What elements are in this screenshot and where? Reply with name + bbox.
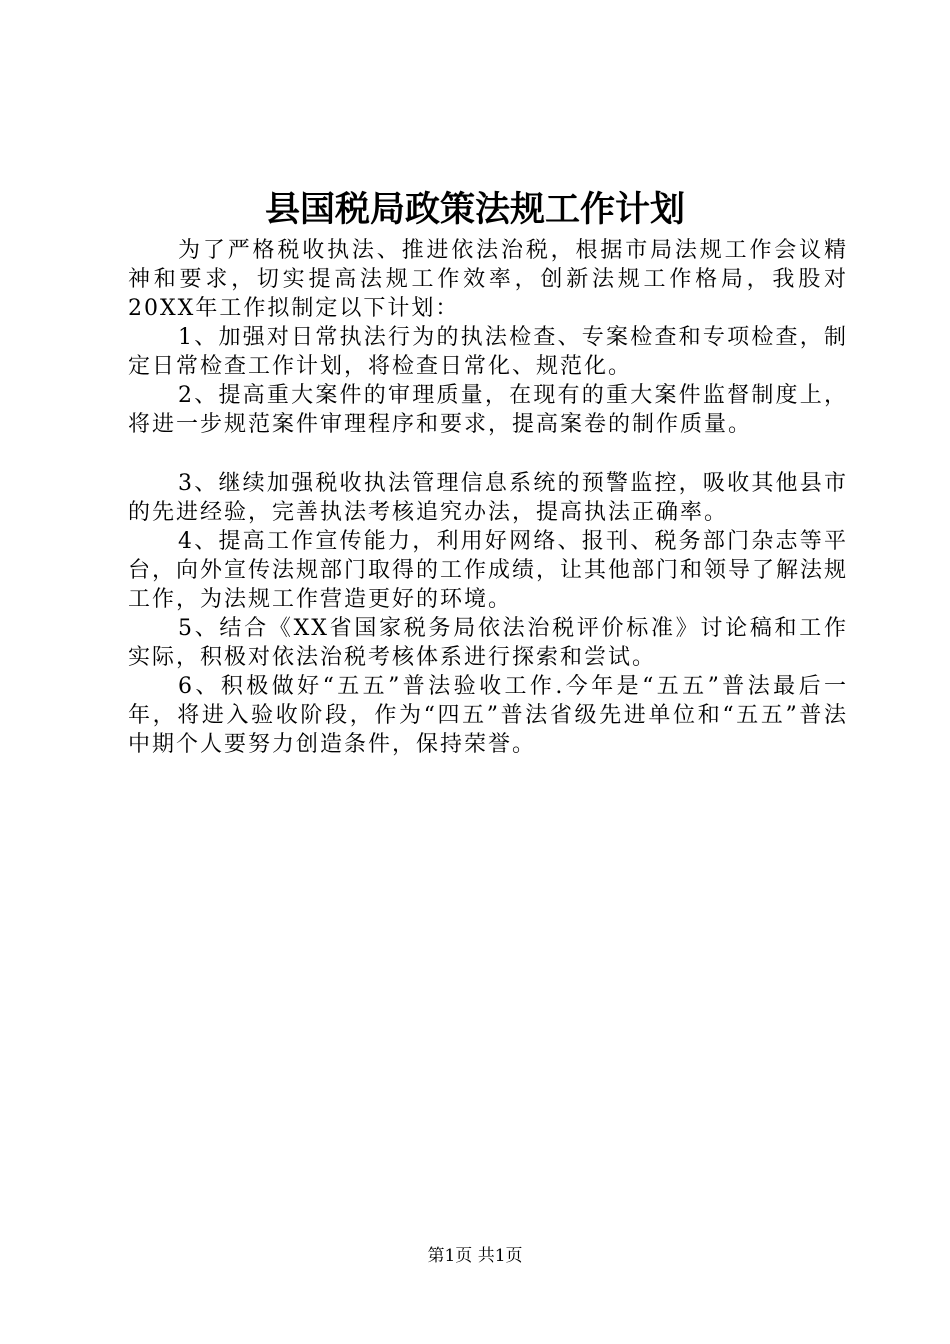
plan-item-1: 1、加强对日常执法行为的执法检查、专案检查和专项检查，制定日常检查工作计划，将检查日常化、规范化。: [128, 325, 848, 379]
plan-item-4: 4、提高工作宣传能力，利用好网络、报刊、税务部门杂志等平台，向外宣传法规部门取得的工作成绩，让其他部门和领导了解法规工作，为法规工作营造更好的环境。: [128, 529, 849, 612]
document-title: 县国税局政策法规工作计划: [264, 189, 685, 230]
document-body: [128, 236, 848, 759]
plan-item-3: 3、继续加强税收执法管理信息系统的预警监控，吸收其他县市的先进经验，完善执法考核追究办法，提高执法正确率。: [128, 471, 848, 525]
plan-item-2: 2、提高重大案件的审理质量，在现有的重大案件监督制度上，将进一步规范案件审理程序和要求，提高案卷的制作质量。: [128, 383, 848, 437]
plan-item-5: 5、结合《XX省国家税务局依法治税评价标准》讨论稿和工作实际，积极对依法治税考核体系进行探索和尝试。: [128, 616, 848, 670]
page-footer: 第1页 共1页: [427, 1246, 523, 1266]
intro-paragraph: 为了严格税收执法、推进依法治税，根据市局法规工作会议精神和要求，切实提高法规工作效率，创新法规工作格局，我股对20XX年工作拟制定以下计划：: [128, 238, 848, 321]
plan-item-6: 6、积极做好“五五”普法验收工作.今年是“五五”普法最后一年，将进入验收阶段，作为“四五”普法省级先进单位和“五五”普法中期个人要努力创造条件，保持荣誉。: [128, 674, 848, 757]
